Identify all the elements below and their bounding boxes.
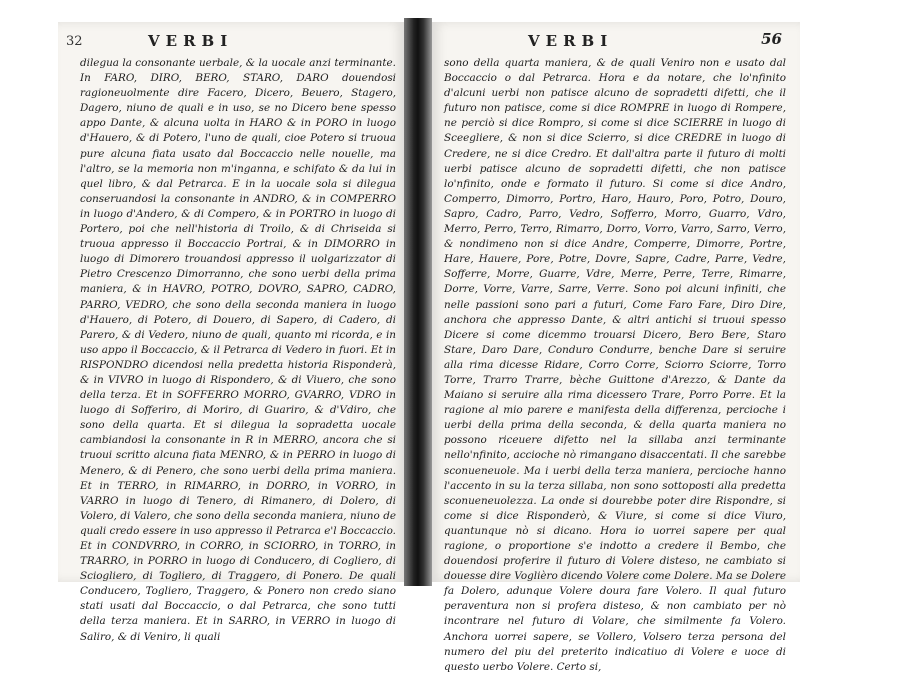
left-page-body: dilegua la consonante uerbale, & la uocale anzi terminante. In FARO, DIRO, BERO, STARO, DARO douendosi ragioneuolmente dire Facero, Dicero, Beuero, Stagero, Dagero, niuno de quali e in uso, se no Dicero bene spesso appo Dante, & alcuna uolta in HARO & in PORO in luogo d'Hauero, & di Potero, l'uno de quali, cioe Potero si truoua pure alcuna fiata usato dal Boccaccio nelle nouelle, ma l'altro, se la memoria non m'inganna, e schifato & da lui in quel libro, & dal Petrarca. E in la uocale sola si dilegua conseruandosi la consonante in ANDRO, & in COMPERRO in luogo d'Andero, & di Compero, & in PORTRO in luogo di Portero, poi che nell'historia di Troilo, & di Chriseida si truoua appresso il Boccaccio Portrai, & in DIMORRO in luogo di Dimorero trouandosi appresso il uolgarizzator di Pietro Crescenzo Dimorranno, che sono uerbi della prima maniera, & in HAVRO, POTRO, DOVRO, SAPRO, CADRO, PARRO, VEDRO, che sono della seconda maniera in luogo d'Hauero, di Potero, di Douero, di Sapero, di Cadero, di Parero, & di Vedero, niuno de quali, quanto mi ricorda, e in uso appo il Boccaccio, & il Petrarca di Vedero in fuori. Et in RISPONDRO dicendosi nella predetta historia Risponderà, & in VIVRO in luogo di Rispondero, & di Viuero, che sono della terza. Et in SOFFERRO MORRO, GVARRO, VDRO in luogo di Sofferiro, di Moriro, di Guariro, & d'Vdiro, che sono della quarta. Et si dilegua la sopradetta uocale cambiandosi la consonante in R in MERRO, ancora che si truoui scritto alcuna fiata MENRO, & in PERRO in luogo di Menero, & di Penero, che sono uerbi della prima maniera. Et in TERRO, in RIMARRO, in DORRO, in VORRO, in VARRO in luogo di Tenero, di Rimanero, di Dolero, di Volero, di Valero, che sono della seconda maniera, niuno de quali credo essere in uso appresso il Petrarca e'l Boccaccio. Et in CONDVRRO, in CORRO, in SCIORRO, in TORRO, in TRARRO, in PORRO in luogo di Conducero, di Cogliero, di Sciogliero, di Togliero, di Traggero, di Ponero. De quali Conducero, Togliero, Traggero, & Ponero non credo siano stati usati dal Boccaccio, o dal Petrarca, che sono tutti della terza maniera. Et in SARRO, in VERRO in luogo di Saliro, & di Veniro, li quali: [80, 57, 396, 643]
right-page: [432, 22, 800, 673]
right-page-header: VERBI: [528, 32, 614, 50]
right-page-body: sono della quarta maniera, & de quali Veniro non e usato dal Boccaccio o dal Petrarca. Hora e da notare, che lo'nfinito d'alcuni uerbi non patisce alcuno de sopradetti difetti, che il futuro non patisce, come si dice ROMPRE in luogo di Rompere, ne perciò si dice Rompro, si come si dice SCIERRE in luogo di Sceegliere, & non si dice Scierro, si dice CREDRE in luogo di Credere, ne si dice Credro. Et dall'altra parte il futuro di molti uerbi patisce alcuno de sopradetti difetti, che non patisce lo'nfinito, onde e formato il futuro. Si come si dice Andro, Comperro, Dimorro, Portro, Haro, Hauro, Poro, Potro, Douro, Sapro, Cadro, Parro, Vedro, Sofferro, Morro, Guarro, Vdro, Merro, Perro, Terro, Rimarro, Dorro, Vorro, Varro, Sarro, Verro, & nondimeno non si dice Andre, Comperre, Dimorre, Portre, Hare, Hauere, Pore, Potre, Dovre, Sapre, Cadre, Parre, Vedre, Sofferre, Morre, Guarre, Vdre, Merre, Perre, Terre, Rimarre, Dorre, Vorre, Varre, Sarre, Verre. Sono poi alcuni infiniti, che nelle passioni sono pari a futuri, Come Faro Fare, Diro Dire, anchora che appresso Dante, & altri antichi si truoui spesso Dicere si come dicemmo trouarsi Dicero, Bero Bere, Staro Stare, Daro Dare, Conduro Condurre, benche Dare si seruire alla rima dicesse Ridare, Corro Corre, Sciorro Sciorre, Torro Torre, Trarro Trarre, bèche Guittone d'Arezzo, & Dante da Maiano si seruire alla rima dicessero Trare, Porro Porre. Et la ragione al mio parere e manifesta della differenza, percioche i uerbi della prima della seconda, & della quarta maniera no possono riceuere difetto nel la sillaba anzi terminante nello'nfinito, accioche nò rimangano disaccentati. Il che sarebbe sconueneuole. Ma i uerbi della terza maniera, percioche hanno l'accento in su la terza sillaba, non sono sottoposti alla predetta sconueneuolezza. La onde si dourebbe poter dire Rispondre, si come si dice Risponderò, & Viure, si come si dice Viuro, quantunque nò si dicano. Hora io uorrei sapere per qual ragione, o proportione s'e indotto a credere il Bembo, che douendosi proferire il futuro di Volere disteso, ne cambiato si douesse dire Voglièro dicendo Volere come Dolere. Ma se Dolere fa Dolero, adunque Volere doura fare Volero. Il qual futuro peraventura non si profera disteso, & non cambiato per nò incontrare nel futuro di Volare, che similmente fa Volero. Anchora uorrei sapere, se Vollero, Volsero terza persona del numero del piu del preterito indicatiuo di Volere e uoce di questo uerbo Volere. Certo si,: [444, 57, 786, 673]
page-number: 56: [761, 30, 782, 48]
margin-mark: 32: [66, 34, 83, 49]
left-page-header: VERBI: [148, 32, 234, 50]
book-gutter: [404, 18, 432, 586]
left-page: [58, 22, 404, 643]
